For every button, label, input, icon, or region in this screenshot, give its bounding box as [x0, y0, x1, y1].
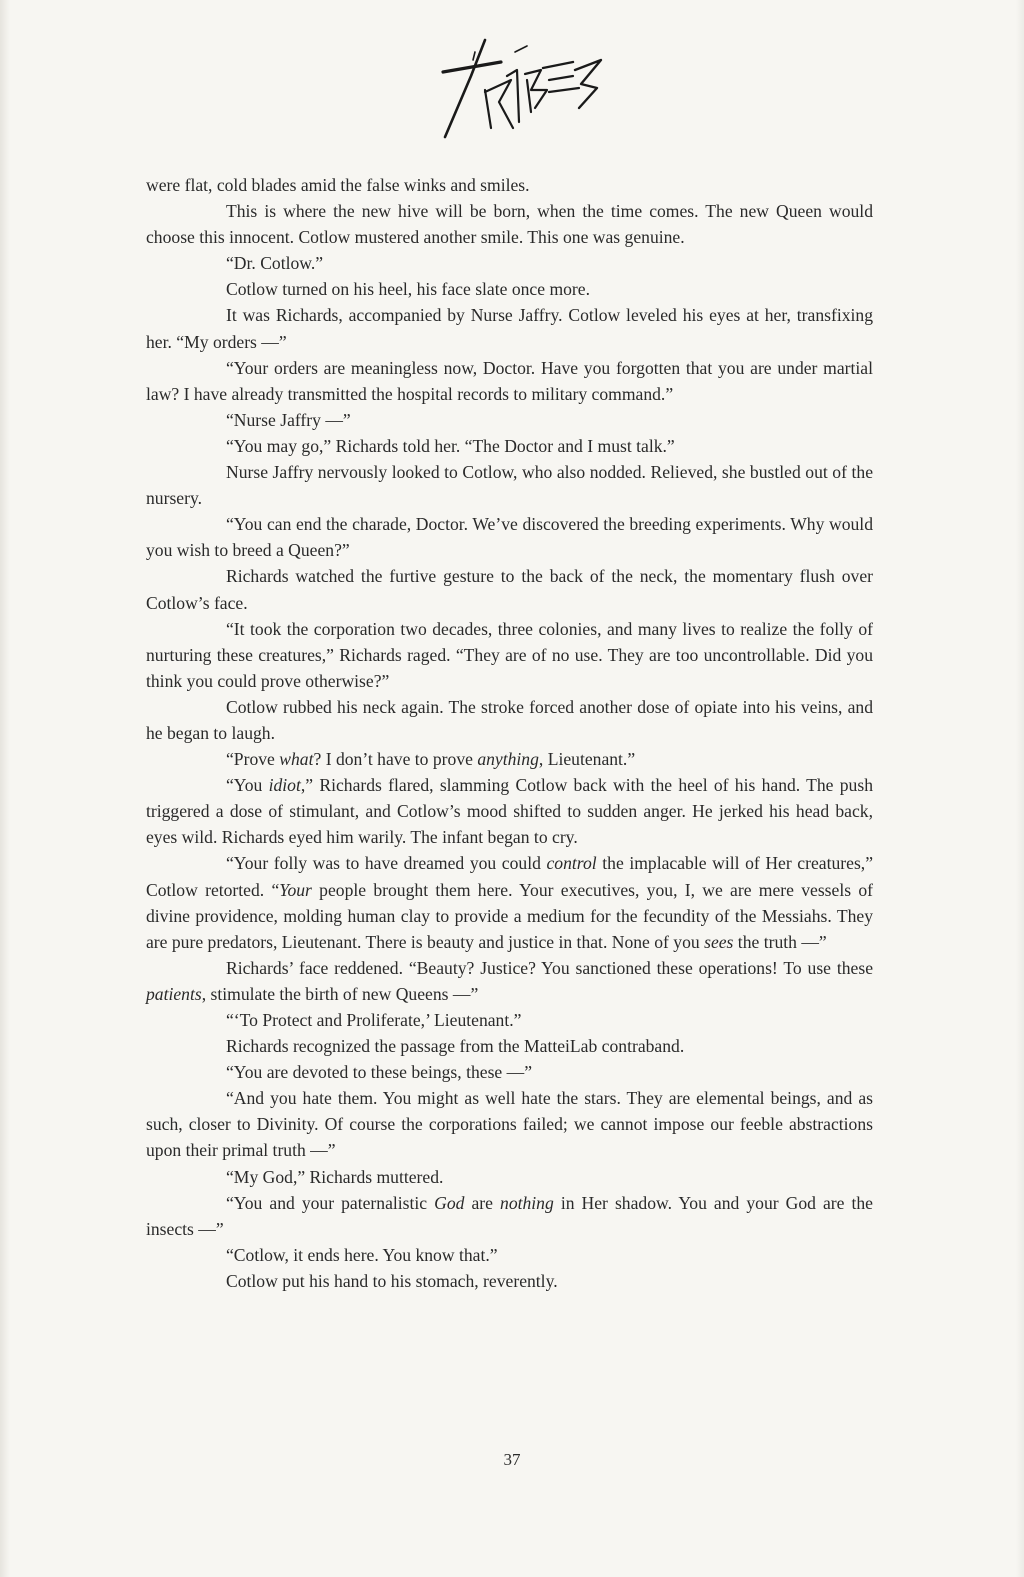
paragraph-text: “You can end the charade, Doctor. We’ve discovered the breeding experiments. Why would you wish to breed a Queen?” — [146, 514, 873, 561]
paragraph-text: “It took the corporation two decades, three colonies, and many lives to realize the folly of nurturing these creatures,” Richards raged. “They are of no use. They are too uncontrollable. Did you think you could prove otherwise?” — [146, 618, 873, 691]
paragraph-text: in Her shadow. You and your God are the insects —” — [146, 1192, 873, 1239]
paragraph-text: “Cotlow, it ends here. You know that.” — [226, 1244, 498, 1265]
paragraph-text: “Your orders are meaningless now, Doctor. Have you forgotten that you are under martial law? I have already transmitted the hospital records to military command.” — [146, 357, 873, 404]
paragraph — [146, 276, 873, 302]
paragraph — [146, 616, 873, 694]
paragraph-text: , Lieutenant.” — [538, 749, 636, 770]
italic-text: what — [279, 749, 314, 770]
paragraph-text: Nurse Jaffry nervously looked to Cotlow, who also nodded. Relieved, she bustled out of the nursery. — [146, 462, 873, 509]
paragraph — [146, 302, 873, 354]
paragraph-text: It was Richards, accompanied by Nurse Jaffry. Cotlow leveled his eyes at her, transfixing her. “My orders —” — [146, 305, 873, 352]
paragraph-text: the truth —” — [733, 931, 827, 952]
paragraph — [146, 407, 873, 433]
paragraph — [146, 511, 873, 563]
paragraph-text: “Nurse Jaffry —” — [226, 409, 351, 430]
italic-text: patients — [146, 983, 202, 1004]
paragraph — [146, 694, 873, 746]
body-text — [146, 172, 873, 1294]
page-edge-right — [1016, 0, 1024, 1577]
paragraph-text: “You — [226, 775, 269, 796]
paragraph-text: people brought them here. Your executives, you, I, we are mere vessels of divine providence, molding human clay to provide a medium for the fecundity of the Messiahs. They are pure predators, Lieutenant. There is beauty and justice in that. None of you — [146, 879, 874, 952]
paragraph-text: Richards’ face reddened. “Beauty? Justice? You sanctioned these operations! To use these — [226, 957, 873, 978]
paragraph-text: “Prove — [226, 749, 280, 770]
paragraph — [146, 746, 873, 772]
paragraph-text: “You and your paternalistic — [226, 1192, 435, 1213]
italic-text: Your — [279, 879, 312, 900]
paragraph-text: This is where the new hive will be born, when the time comes. The new Queen would choose this innocent. Cotlow mustered another smile. This one was genuine. — [146, 201, 873, 248]
paragraph-text: were flat, cold blades amid the false winks and smiles. — [146, 175, 530, 195]
paragraph — [146, 1059, 873, 1085]
paragraph-text: “You are devoted to these beings, these —” — [226, 1062, 533, 1083]
paragraph-text: ,” Richards flared, slamming Cotlow back with the heel of his hand. The push triggered a dose of stimulant, and Cotlow’s mood shifted to sudden anger. He jerked his head back, eyes wild. Richards eyed him warily. The infant began to cry. — [146, 775, 873, 848]
paragraph — [146, 850, 873, 954]
paragraph — [146, 250, 873, 276]
paragraph-text: , stimulate the birth of new Queens —” — [201, 983, 479, 1004]
italic-text: idiot — [268, 775, 301, 796]
paragraph-text: Cotlow turned on his heel, his face slate once more. — [226, 279, 590, 300]
paragraph — [146, 198, 873, 250]
paragraph-text: Richards recognized the passage from the MatteiLab contraband. — [226, 1036, 685, 1057]
italic-text: nothing — [500, 1192, 554, 1213]
italic-text: sees — [704, 931, 734, 952]
paragraph-text: Richards watched the furtive gesture to the back of the neck, the momentary flush over Cotlow’s face. — [146, 566, 873, 613]
paragraph-text: “‘To Protect and Proliferate,’ Lieutenant.” — [226, 1010, 522, 1030]
paragraph-text: “You may go,” Richards told her. “The Doctor and I must talk.” — [226, 435, 675, 456]
paragraph-text: the implacable will of Her creatures,” Cotlow retorted. “ — [146, 853, 873, 900]
paragraph — [146, 172, 873, 198]
paragraph — [146, 772, 873, 850]
paragraph-text: ? I don’t have to prove — [313, 749, 478, 770]
paragraph-text: “My God,” Richards muttered. — [226, 1166, 444, 1187]
italic-text: anything — [477, 749, 539, 770]
paragraph — [146, 1164, 873, 1190]
paragraph — [146, 355, 873, 407]
tribes-logo — [415, 32, 615, 142]
paragraph — [146, 1007, 873, 1033]
page-edge-left — [0, 0, 10, 1577]
paragraph — [146, 1242, 873, 1268]
italic-text: control — [546, 853, 597, 874]
paragraph-text: “Your folly was to have dreamed you could — [226, 853, 547, 874]
paragraph — [146, 1190, 873, 1242]
paragraph — [146, 433, 873, 459]
tribes-logo-graphic — [415, 32, 615, 142]
paragraph — [146, 1268, 873, 1294]
italic-text: God — [434, 1192, 465, 1213]
page-number: 37 — [503, 1450, 521, 1469]
paragraph-text: “And you hate them. You might as well hate the stars. They are elemental beings, and as such, closer to Divinity. Of course the corporations failed; we cannot impose our feeble abstractions upon their primal truth —” — [146, 1088, 873, 1161]
paragraph-text: Cotlow put his hand to his stomach, reverently. — [226, 1270, 558, 1291]
paragraph — [146, 1033, 873, 1059]
paragraph — [146, 1085, 873, 1163]
paragraph-text: “Dr. Cotlow.” — [226, 253, 324, 274]
paragraph-text: are — [464, 1192, 501, 1213]
paragraph — [146, 459, 873, 511]
paragraph-text: Cotlow rubbed his neck again. The stroke forced another dose of opiate into his veins, and he began to laugh. — [146, 696, 873, 743]
paragraph — [146, 955, 873, 1007]
paragraph — [146, 563, 873, 615]
